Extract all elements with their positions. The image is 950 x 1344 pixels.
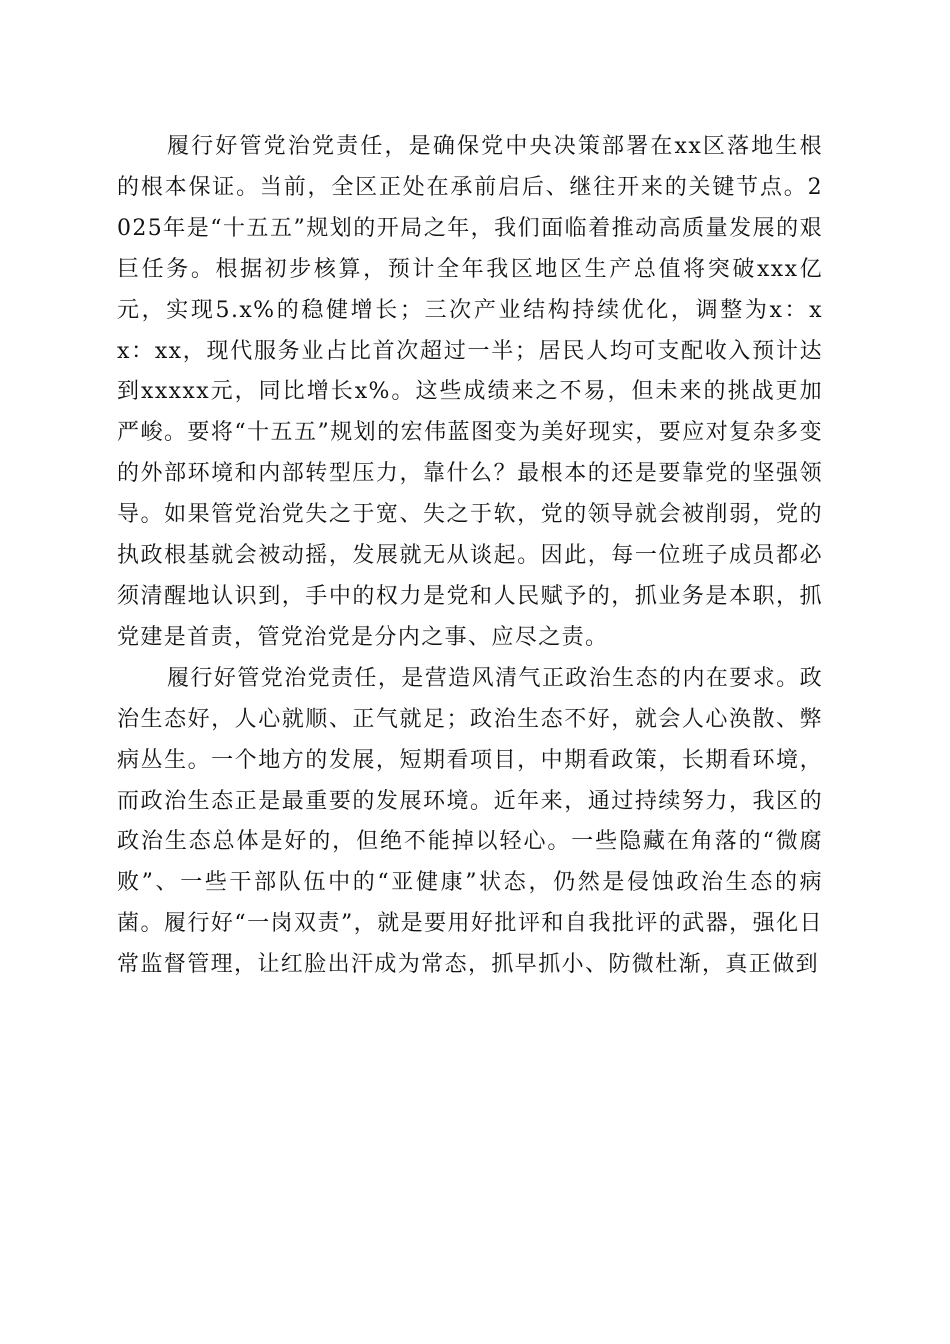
- document-body: [117, 127, 823, 986]
- paragraph-1: 履行好管党治党责任，是确保党中央决策部署在xx区落地生根的根本保证。当前，全区正处在承前启后、继往开来的关键节点。2025年是“十五五”规划的开局之年，我们面临着推动高质量发展的艰巨任务。根据初步核算，预计全年我区地区生产总值将突破xxx亿元，实现5.x%的稳健增长；三次产业结构持续优化，调整为x：xx：xx，现代服务业占比首次超过一半；居民人均可支配收入预计达到xxxxx元，同比增长x%。这些成绩来之不易，但未来的挑战更加严峻。要将“十五五”规划的宏伟蓝图变为美好现实，要应对复杂多变的外部环境和内部转型压力，靠什么？最根本的还是要靠党的坚强领导。如果管党治党失之于宽、失之于软，党的领导就会被削弱，党的执政根基就会被动摇，发展就无从谈起。因此，每一位班子成员都必须清醒地认识到，手中的权力是党和人民赋予的，抓业务是本职，抓党建是首责，管党治党是分内之事、应尽之责。: [117, 134, 823, 650]
- paragraph-2: 履行好管党治党责任，是营造风清气正政治生态的内在要求。政治生态好，人心就顺、正气就足；政治生态不好，就会人心涣散、弊病丛生。一个地方的发展，短期看项目，中期看政策，长期看环境，而政治生态正是最重要的发展环境。近年来，通过持续努力，我区的政治生态总体是好的，但绝不能掉以轻心。一些隐藏在角落的“微腐败”、一些干部队伍中的“亚健康”状态，仍然是侵蚀政治生态的病菌。履行好“一岗双责”，就是要用好批评和自我批评的武器，强化日常监督管理，让红脸出汗成为常态，抓早抓小、防微杜渐，真正做到: [117, 665, 823, 978]
